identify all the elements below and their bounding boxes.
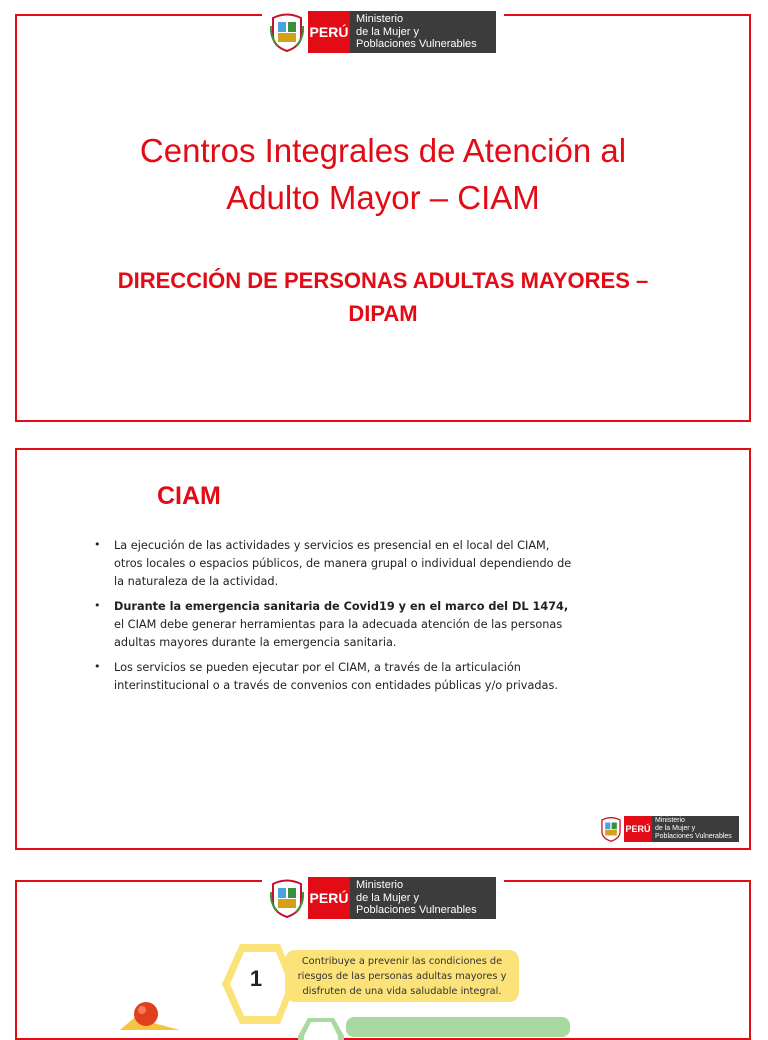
ministry-name [350,877,496,919]
title-line: Centros Integrales de Atención al [139,132,627,169]
ministry-logo [262,10,504,54]
ministry-logo-small [600,814,739,844]
ministry-line: Poblaciones Vulnerables [655,833,732,841]
ministry-line: Ministerio [655,816,685,824]
peru-badge: PERÚ [308,877,350,919]
slide-title [15,127,751,221]
slide-subtitle [15,264,751,330]
ministry-line: Poblaciones Vulnerables [356,38,477,51]
bullet-bold-text: Durante la emergencia sanitaria de Covid19 y en el marco del DL 1474, [114,600,569,613]
bullet-list [94,537,574,702]
ministry-line: de la Mujer y [356,25,419,38]
section-heading: CIAM [157,482,221,510]
peru-coat-of-arms-icon [270,878,304,918]
objective-card [285,950,519,1002]
peru-badge: PERÚ [308,11,350,53]
hexagon-number-badge [296,1016,346,1040]
ministry-line: Poblaciones Vulnerables [356,904,477,917]
title-line: Adulto Mayor – CIAM [226,179,540,216]
ministry-line: de la Mujer y [356,891,419,904]
objective-card [346,1017,570,1037]
objective-text: Contribuye a prevenir las condiciones de riesgos de las personas adultas mayores y disfruten de una vida saludable integral. [297,955,507,997]
ministry-name [652,816,739,842]
bullet-text: Los servicios se pueden ejecutar por el CIAM, a través de la articulación interinstitucional o a través de convenios con entidades públicas y/o privadas. [114,661,558,692]
peru-coat-of-arms-icon [270,12,304,52]
ministry-line: Ministerio [356,879,404,892]
ministry-line: de la Mujer y [655,824,696,832]
peru-badge: PERÚ [624,816,652,842]
bullet-item [94,598,574,652]
ministry-name [350,11,496,53]
subtitle-line: DIRECCIÓN DE PERSONAS ADULTAS MAYORES – [117,268,649,293]
bullet-item [94,659,574,695]
item-number: 1 [249,966,263,991]
ministry-line: Ministerio [356,13,404,26]
bullet-item [94,537,574,591]
bullet-text: La ejecución de las actividades y servicios es presencial en el local del CIAM, otros locales o espacios públicos, de manera grupal o individual dependiendo de la naturaleza de la actividad. [114,539,572,588]
subtitle-line: DIPAM [348,301,418,326]
peru-coat-of-arms-icon [600,816,622,842]
bullet-text: el CIAM debe generar herramientas para la adecuada atención de las personas adultas mayores durante la emergencia sanitaria. [114,618,563,649]
ministry-logo [262,876,504,920]
pushpin-icon [120,1000,190,1030]
